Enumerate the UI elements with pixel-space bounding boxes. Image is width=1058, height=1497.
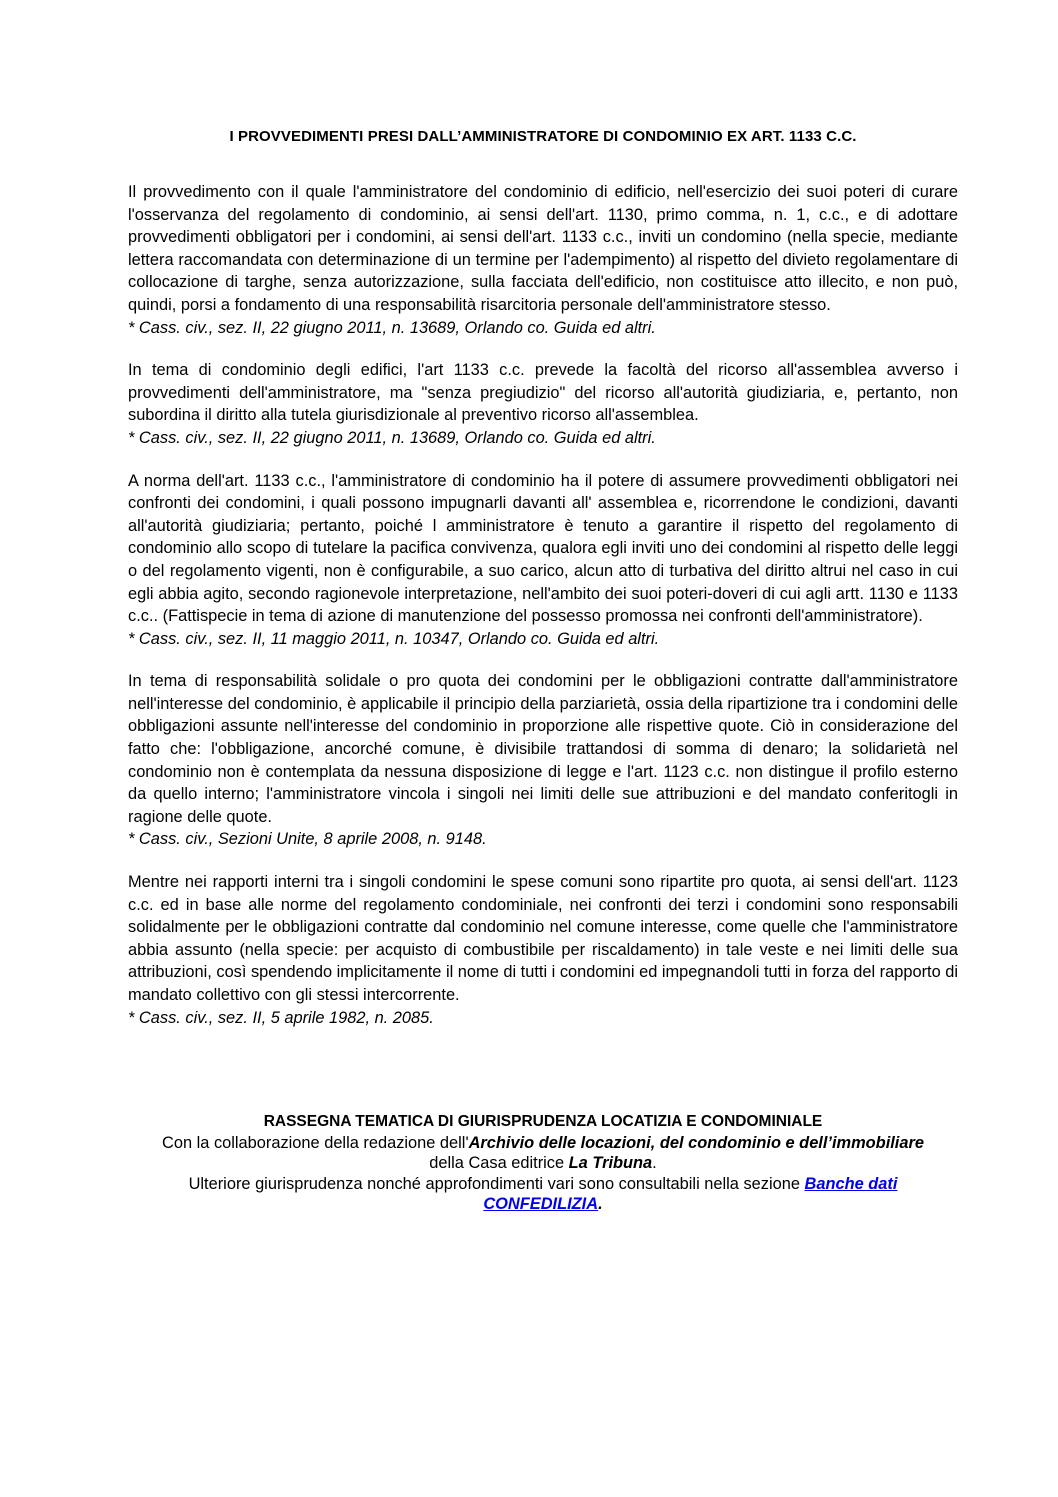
entry-citation: * Cass. civ., sez. II, 22 giugno 2011, n. 13689, Orlando co. Guida ed altri. bbox=[128, 428, 656, 447]
footer-more-line bbox=[88, 1174, 998, 1195]
document-footer bbox=[88, 1112, 998, 1215]
footer-heading: RASSEGNA TEMATICA DI GIURISPRUDENZA LOCATIZIA E CONDOMINIALE bbox=[263, 1113, 823, 1130]
entry-text: In tema di condominio degli edifici, l'art 1133 c.c. prevede la facoltà del ricorso all'assemblea avverso i provvedimenti dell'amministratore, ma "senza pregiudizio" del ricorso all'autorità giudiziaria, e, pertanto, non subordina il diritto alla tutela giurisdizionale al preventivo ricorso all'assemblea. bbox=[128, 361, 958, 425]
footer-collaboration-line bbox=[88, 1133, 998, 1154]
footer-link-line bbox=[88, 1194, 998, 1215]
confedilizia-link[interactable]: CONFEDILIZIA bbox=[483, 1195, 599, 1213]
entry-text: Il provvedimento con il quale l'amministratore del condominio di edificio, nell'esercizio dei suoi poteri di curare l'osservanza del regolamento di condominio, ai sensi dell'art. 1130, primo comma, n. 1, c.c., e di adottare provvedimenti obbligatori per i condomini, ai sensi dell'art. 1133 c.c., inviti un condomino (nella specie, mediante lettera raccomandata con determinazione di un termine per l'adempimento) al rispetto del divieto regolamentare di collocazione di targhe, senza autorizzazione, sulla facciata dell'edificio, non costituisce atto illecito, e non può, quindi, porsi a fondamento di una responsabilità risarcitoria personale dell'amministratore stesso. bbox=[128, 183, 958, 314]
entry-citation: * Cass. civ., sez. II, 11 maggio 2011, n. 10347, Orlando co. Guida ed altri. bbox=[128, 629, 660, 648]
footer-publisher-suffix: . bbox=[652, 1154, 657, 1172]
banche-dati-link[interactable]: Banche dati bbox=[804, 1174, 898, 1193]
footer-publisher-prefix: della Casa editrice bbox=[429, 1154, 569, 1172]
entry-citation: * Cass. civ., Sezioni Unite, 8 aprile 2008, n. 9148. bbox=[128, 830, 487, 849]
entry-citation: * Cass. civ., sez. II, 5 aprile 1982, n. 2085. bbox=[128, 1008, 434, 1027]
entry-4 bbox=[128, 670, 958, 851]
entry-text: A norma dell'art. 1133 c.c., l'amministratore di condominio ha il potere di assumere provvedimenti obbligatori nei confronti dei condomini, i quali possono impugnarli davanti all' assemblea e, ricorrendone le condizioni, davanti all'autorità giudiziaria; pertanto, poiché l amministratore è tenuto a garantire il rispetto del regolamento di condominio allo scopo di tutelare la pacifica convivenza, qualora egli inviti uno dei condomini al rispetto delle leggi o del regolamento vigenti, non è configurabile, a suo carico, alcun atto di turbativa del diritto altrui nel caso in cui egli abbia agito, secondo ragionevole interpretazione, nell'ambito dei suoi poteri-doveri di cui agli artt. 1130 e 1133 c.c.. (Fattispecie in tema di azione di manutenzione del possesso promossa nei confronti dell'amministratore). bbox=[128, 471, 958, 626]
entry-text: Mentre nei rapporti interni tra i singoli condomini le spese comuni sono ripartite pro quota, ai sensi dell'art. 1123 c.c. ed in base alle norme del regolamento condominiale, nei confronti dei terzi i condomini sono responsabili solidalmente per le obbligazioni contratte dal condominio nel comune interesse, come quelle che l'amministratore abbia assunto (nella specie: per acquisto di combustibile per riscaldamento) in tale veste e nei limiti delle sua attribuzioni, così spendendo implicitamente il nome di tutti i condomini ed impegnandoli tutti in forza del rapporto di mandato collettivo con gli stessi intercorrente. bbox=[128, 873, 959, 1004]
footer-more-prefix: Ulteriore giurisprudenza nonché approfondimenti vari sono consultabili nella sezione bbox=[188, 1174, 805, 1193]
footer-archive-title: Archivio delle locazioni, del condominio e dell’immobiliare bbox=[468, 1133, 924, 1152]
footer-collaboration-prefix: Con la collaborazione della redazione dell' bbox=[162, 1133, 469, 1152]
footer-publisher-name: La Tribuna bbox=[568, 1154, 653, 1172]
entry-5 bbox=[128, 871, 958, 1029]
footer-link-suffix: . bbox=[598, 1195, 603, 1213]
document-page bbox=[128, 128, 958, 1049]
entry-3 bbox=[128, 470, 958, 651]
document-title: I PROVVEDIMENTI PRESI DALL’AMMINISTRATORE DI CONDOMINIO EX ART. 1133 C.C. bbox=[229, 128, 857, 145]
entry-1 bbox=[128, 181, 958, 339]
entry-citation: * Cass. civ., sez. II, 22 giugno 2011, n. 13689, Orlando co. Guida ed altri. bbox=[128, 318, 656, 337]
footer-publisher-line bbox=[88, 1153, 998, 1174]
entry-text: In tema di responsabilità solidale o pro quota dei condomini per le obbligazioni contratte dall'amministratore nell'interesse del condominio, è applicabile il principio della parziarietà, ossia della ripartizione tra i condomini delle obbligazioni assunte nell'interesse del condominio in proporzione alle rispettive quote. Ciò in considerazione del fatto che: l'obbligazione, ancorché comune, è divisibile trattandosi di somma di denaro; la solidarietà nel condominio non è contemplata da nessuna disposizione di legge e l'art. 1123 c.c. non distingue il profilo esterno da quello interno; l'amministratore vincola i singoli nei limiti delle sue attribuzioni e del mandato conferitogli in ragione delle quote. bbox=[128, 672, 958, 826]
entry-2 bbox=[128, 359, 958, 449]
